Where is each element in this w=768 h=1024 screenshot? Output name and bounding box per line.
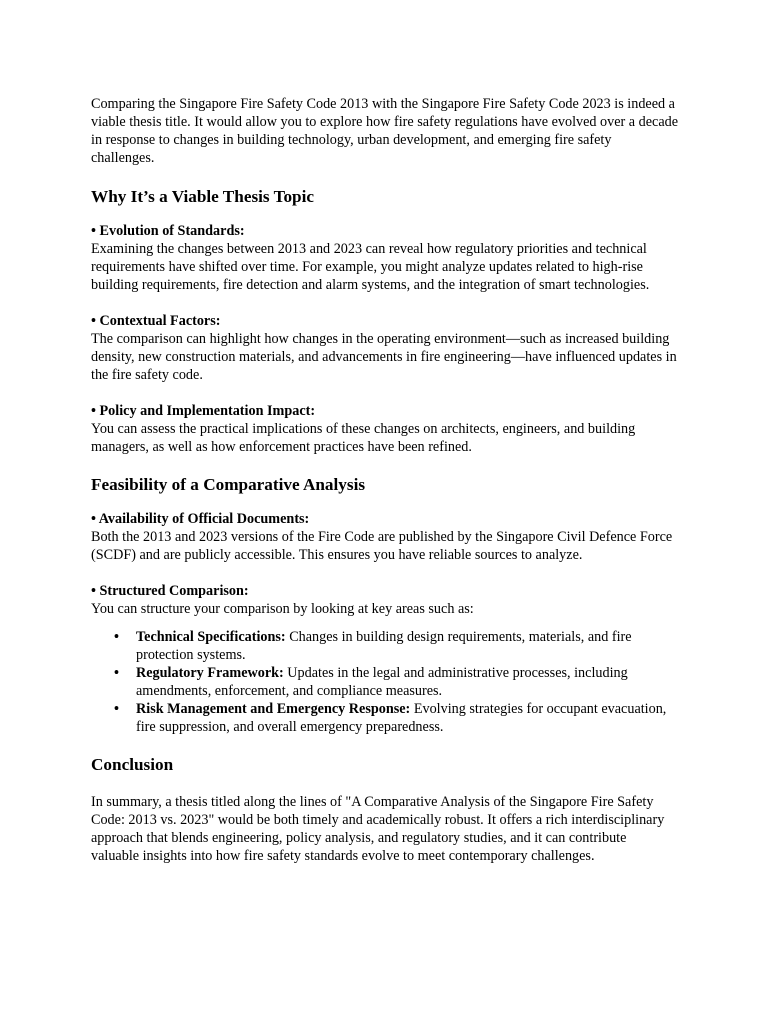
section-heading-conclusion: Conclusion <box>91 755 174 774</box>
point-title: • Contextual Factors: <box>91 313 221 329</box>
point-text: You can structure your comparison by looking at key areas such as: <box>91 601 474 617</box>
bullet-icon: • <box>114 629 119 645</box>
list-item <box>114 700 678 736</box>
point-text: You can assess the practical implications of these changes on architects, engineers, and building managers, as well as how enforcement practices have been refined. <box>91 421 636 455</box>
list-item-text: Evolving strategies for occupant evacuation, fire suppression, and overall emergency preparedness. <box>136 701 667 735</box>
intro-paragraph: Comparing the Singapore Fire Safety Code 2013 with the Singapore Fire Safety Code 2023 is indeed a viable thesis title. It would allow you to explore how fire safety regulations have evolved over a decade in response to changes in building technology, urban development, and emerging fire safety challenges. <box>91 96 679 166</box>
point-text: Both the 2013 and 2023 versions of the Fire Code are published by the Singapore Civil Defence Force (SCDF) and are publicly accessible. This ensures you have reliable sources to analyze. <box>91 529 673 563</box>
point-policy-impact <box>91 402 678 456</box>
point-official-documents <box>91 510 678 564</box>
list-item <box>114 628 678 664</box>
point-structured-comparison <box>91 582 678 618</box>
list-item-label: Regulatory Framework: <box>136 665 284 681</box>
key-areas-list <box>91 628 678 736</box>
list-item-text: Changes in building design requirements, materials, and fire protection systems. <box>136 629 632 663</box>
list-item-label: Technical Specifications: <box>136 629 286 645</box>
section-heading-feasibility: Feasibility of a Comparative Analysis <box>91 475 366 494</box>
point-text: Examining the changes between 2013 and 2023 can reveal how regulatory priorities and technical requirements have shifted over time. For example, you might analyze updates related to high-rise building requirements, fire detection and alarm systems, and the integration of smart technologies. <box>91 241 650 293</box>
point-title: • Availability of Official Documents: <box>91 511 310 527</box>
list-item <box>114 664 678 700</box>
bullet-icon: • <box>114 665 119 681</box>
point-title: • Policy and Implementation Impact: <box>91 403 316 419</box>
point-title: • Evolution of Standards: <box>91 223 245 239</box>
section-heading-viable: Why It’s a Viable Thesis Topic <box>91 187 315 206</box>
list-item-text: Updates in the legal and administrative processes, including amendments, enforcement, and compliance measures. <box>136 665 628 699</box>
point-title: • Structured Comparison: <box>91 583 249 599</box>
point-text: The comparison can highlight how changes in the operating environment—such as increased building density, new construction materials, and advancements in fire engineering—have influenced updates in the fire safety code. <box>91 331 677 383</box>
conclusion-paragraph: In summary, a thesis titled along the lines of "A Comparative Analysis of the Singapore Fire Safety Code: 2013 vs. 2023" would be both timely and academically robust. It offers a rich interdisciplinary approach that blends engineering, policy analysis, and regulatory studies, and it can contribute valuable insights into how fire safety standards evolve to meet contemporary challenges. <box>91 794 665 864</box>
point-contextual-factors <box>91 312 678 384</box>
point-evolution-of-standards <box>91 222 678 294</box>
bullet-icon: • <box>114 701 119 717</box>
list-item-label: Risk Management and Emergency Response: <box>136 701 411 717</box>
